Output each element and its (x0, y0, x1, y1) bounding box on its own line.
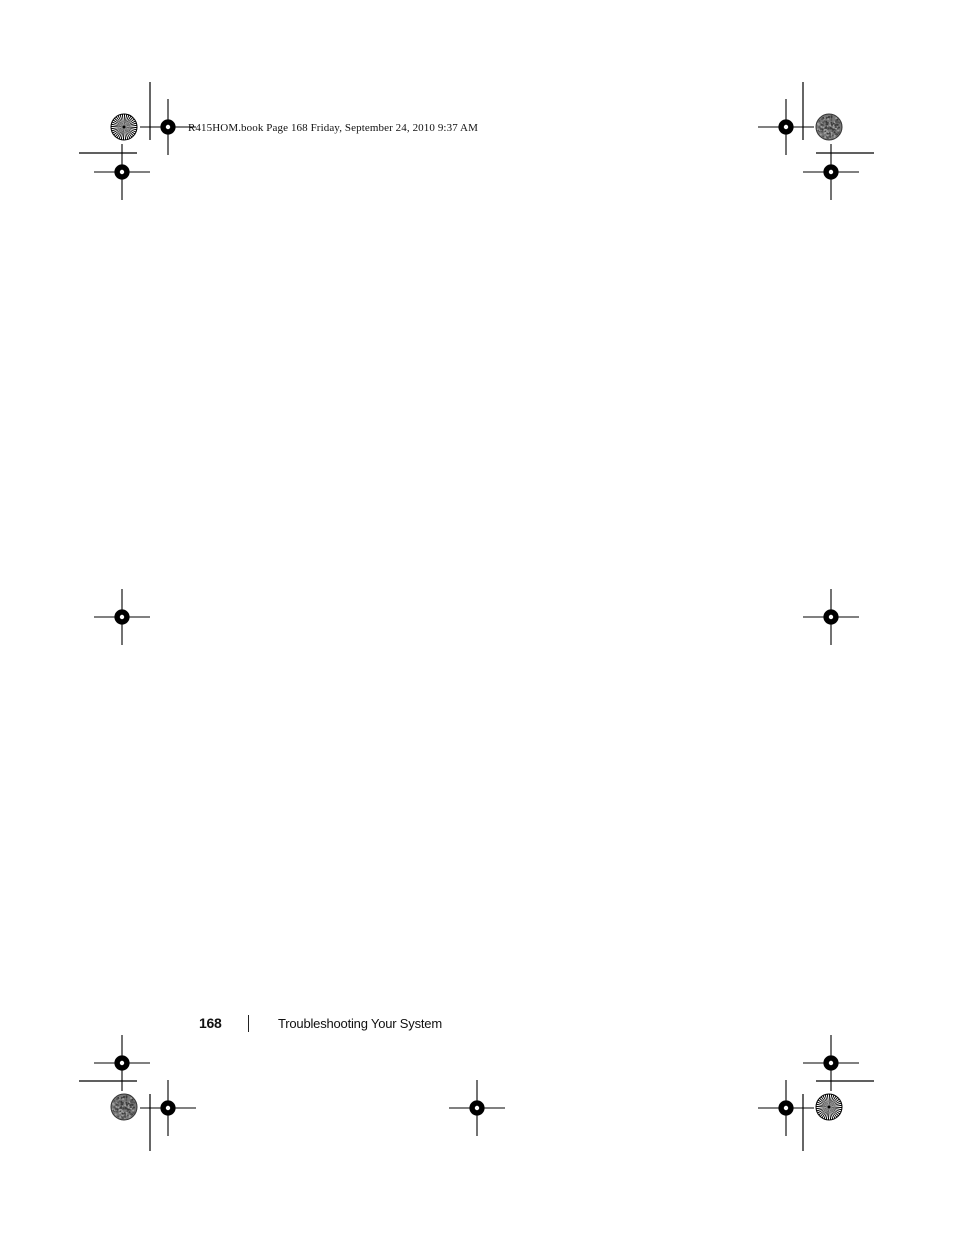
starburst-icon (816, 1094, 842, 1120)
registration-mark-icon (140, 1080, 196, 1136)
slug-line: R415HOM.book Page 168 Friday, September 24, 2010 9:37 AM (188, 122, 478, 134)
footer-divider (248, 1015, 249, 1032)
crop-marks (79, 82, 874, 1151)
registration-mark-icon (803, 1035, 859, 1091)
footer-section-title: Troubleshooting Your System (278, 1016, 442, 1031)
registration-mark-icon (94, 589, 150, 645)
registration-mark-icon (803, 589, 859, 645)
page-number: 168 (199, 1015, 222, 1031)
registration-mark-icon (758, 1080, 814, 1136)
tint-circle-icon (111, 1094, 137, 1120)
color-discs (111, 114, 842, 1120)
registration-mark-icon (758, 99, 814, 155)
registration-marks (94, 99, 859, 1136)
starburst-icon (111, 114, 137, 140)
tint-circle-icon (816, 114, 842, 140)
registration-mark-icon (449, 1080, 505, 1136)
registration-mark-icon (94, 1035, 150, 1091)
